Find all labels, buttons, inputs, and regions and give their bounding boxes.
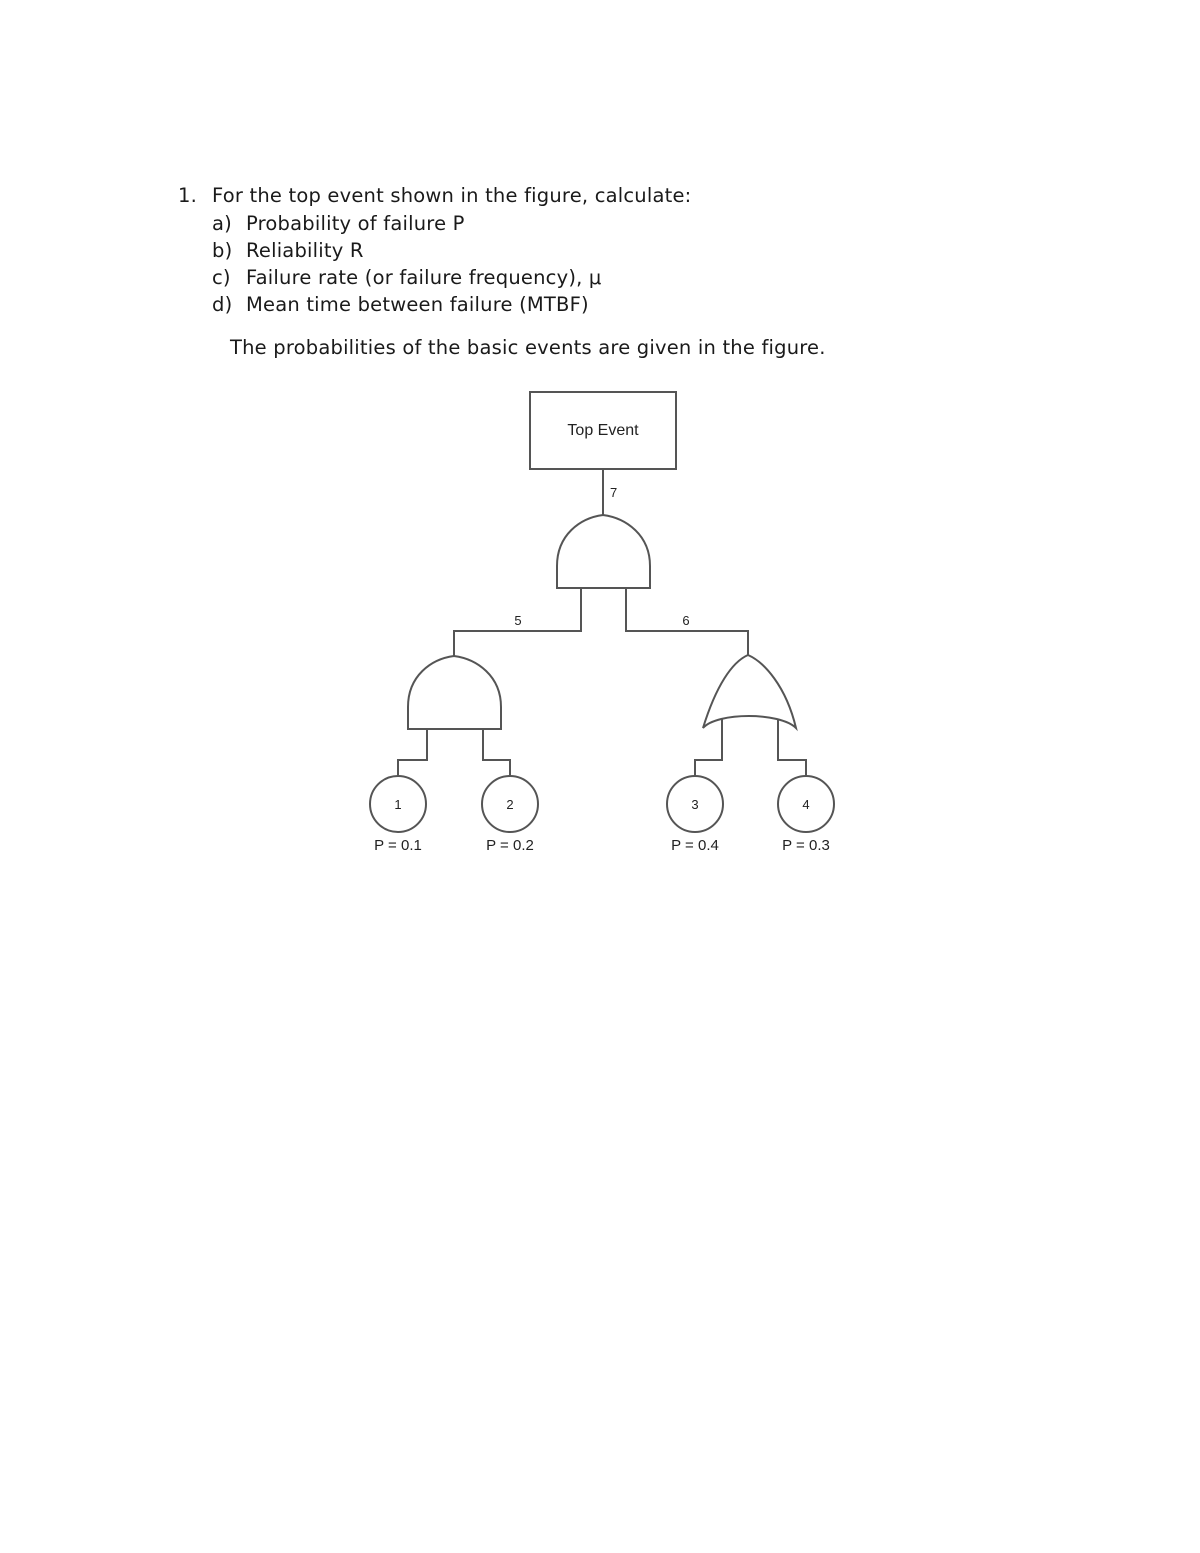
basic-event-2-probability: P = 0.2	[486, 837, 534, 854]
connector-event-2	[483, 729, 510, 776]
item-b-text: Reliability R	[246, 239, 364, 262]
note-text: The probabilities of the basic events are given in the figure.	[230, 336, 826, 359]
basic-event-3-id: 3	[691, 797, 699, 812]
basic-event-2-id: 2	[506, 797, 514, 812]
basic-event-3-probability: P = 0.4	[671, 837, 719, 854]
and-gate-left	[408, 656, 501, 729]
top-event-label: Top Event	[567, 422, 639, 439]
basic-event-1-probability: P = 0.1	[374, 837, 422, 854]
edge-label-5: 5	[514, 613, 522, 628]
item-b-letter: b)	[212, 239, 233, 262]
item-d-text: Mean time between failure (MTBF)	[246, 293, 589, 316]
edge-label-7: 7	[610, 485, 618, 500]
basic-event-4-id: 4	[802, 797, 810, 812]
connector-event-1	[398, 729, 427, 776]
question-text: For the top event shown in the figure, calculate:	[212, 184, 692, 207]
edge-label-6: 6	[682, 613, 690, 628]
item-c-text: Failure rate (or failure frequency), μ	[246, 266, 602, 289]
basic-event-1-id: 1	[394, 797, 402, 812]
connector-event-4	[778, 719, 806, 776]
and-gate-top	[557, 515, 650, 588]
or-gate-right	[703, 655, 796, 728]
item-c-letter: c)	[212, 266, 231, 289]
question-number: 1.	[178, 184, 198, 207]
item-a-text: Probability of failure P	[246, 212, 465, 235]
basic-event-4-probability: P = 0.3	[782, 837, 830, 854]
item-a-letter: a)	[212, 212, 232, 235]
connector-event-3	[695, 719, 722, 776]
item-d-letter: d)	[212, 293, 233, 316]
